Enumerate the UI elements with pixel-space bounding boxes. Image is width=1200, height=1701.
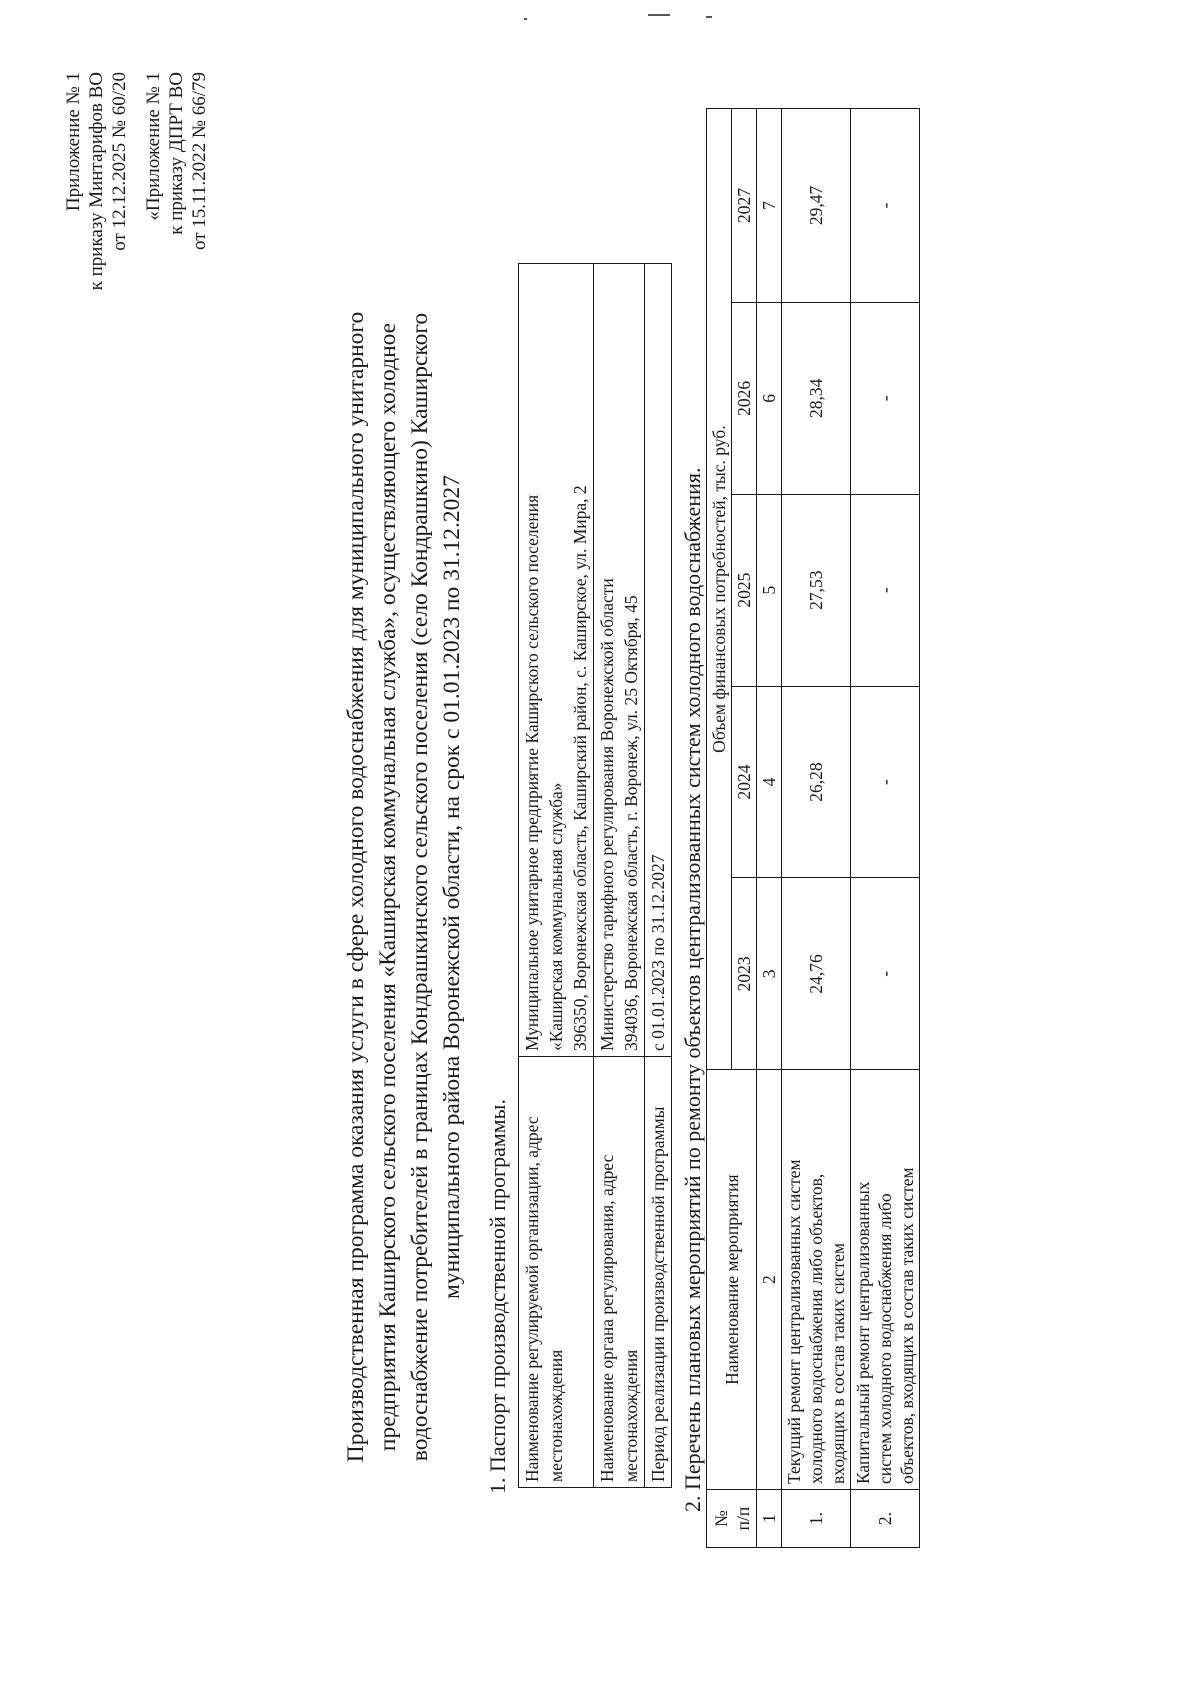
cell-line: Наименование органа регулирования, адрес xyxy=(597,1154,617,1482)
appendix-previous xyxy=(142,72,211,772)
appendix-current-line3: от 12.12.2025 № 60/20 xyxy=(109,72,130,251)
value-cell: 27,53 xyxy=(782,494,851,686)
year-header: 2027 xyxy=(732,109,757,303)
appendix-previous-line3: от 15.11.2022 № 66/79 xyxy=(189,72,210,251)
passport-value-cell xyxy=(519,264,594,1057)
year-header: 2023 xyxy=(732,878,757,1070)
cell-line: 396350, Воронежская область, Каширский район, с. Каширское, ул. Мира, 2 xyxy=(570,485,590,1051)
scan-mark xyxy=(524,18,527,20)
col-finance-header: Объем финансовых потребностей, тыс. руб. xyxy=(707,109,732,1070)
measures-table xyxy=(706,108,920,1548)
year-header: 2024 xyxy=(732,686,757,878)
passport-table xyxy=(518,263,672,1488)
cell-line: местонахождения xyxy=(621,1349,641,1482)
table-row xyxy=(645,264,672,1488)
year-header: 2025 xyxy=(732,494,757,686)
value-cell: 24,76 xyxy=(782,878,851,1070)
cell-line: Текущий ремонт централизованных систем xyxy=(784,1159,804,1485)
cell-line: Министерство тарифного регулирования Воронежской области xyxy=(597,578,617,1051)
row-number: 1. xyxy=(782,1490,851,1548)
table-index-row xyxy=(757,109,782,1548)
value-cell: - xyxy=(851,878,920,1070)
cell-line: 394036, Воронежская область, г. Воронеж, ул. 25 Октября, 45 xyxy=(621,595,641,1051)
passport-label-cell xyxy=(594,1057,645,1488)
passport-label-cell xyxy=(519,1057,594,1488)
year-header: 2026 xyxy=(732,302,757,494)
index-cell: 1 xyxy=(757,1490,782,1548)
cell-line: Период реализации производственной программы xyxy=(648,1106,668,1482)
cell-line: холодного водоснабжения либо объектов, xyxy=(806,1173,826,1485)
cell-line: «Каширская коммунальная служба» xyxy=(546,782,566,1051)
index-cell: 3 xyxy=(757,878,782,1070)
cell-line: с 01.01.2023 по 31.12.2027 xyxy=(648,854,668,1051)
cell-line: Наименование регулируемой организации, адрес xyxy=(522,1116,542,1482)
appendix-previous-line2: к приказу ДПРТ ВО xyxy=(166,72,187,235)
scan-mark xyxy=(706,16,712,18)
table-row xyxy=(851,109,920,1548)
value-cell: 26,28 xyxy=(782,686,851,878)
title-line: водоснабжение потребителей в границах Кондрашкинского сельского поселения (село Кондрашкино) Каширского xyxy=(407,312,433,1462)
index-cell: 2 xyxy=(757,1070,782,1490)
value-cell: - xyxy=(851,494,920,686)
table-row xyxy=(782,109,851,1548)
passport-label-cell xyxy=(645,1057,672,1488)
cell-line: систем холодного водоснабжения либо xyxy=(875,1193,895,1485)
value-cell: 29,47 xyxy=(782,109,851,303)
title-line: предприятия Каширского сельского поселения «Каширская коммунальная служба», осуществляющего холодное xyxy=(375,322,401,1452)
cell-line: Капитальный ремонт централизованных xyxy=(853,1181,873,1485)
value-cell: - xyxy=(851,109,920,303)
scan-mark xyxy=(648,14,670,16)
index-cell: 5 xyxy=(757,494,782,686)
cell-line: местонахождения xyxy=(546,1349,566,1482)
appendix-current xyxy=(62,72,131,772)
measure-name xyxy=(851,1070,920,1490)
index-cell: 7 xyxy=(757,109,782,303)
row-number: 2. xyxy=(851,1490,920,1548)
cell-line: входящих в состав таких систем xyxy=(828,1242,848,1485)
cell-line: объектов, входящих в состав таких систем xyxy=(897,1167,917,1485)
table-row xyxy=(594,264,645,1488)
col-name-header: Наименование мероприятия xyxy=(707,1070,757,1490)
passport-value-cell xyxy=(594,264,645,1057)
title-line: Производственная программа оказания услуги в сфере холодного водоснабжения для муниципального унитарного xyxy=(343,311,369,1463)
value-cell: - xyxy=(851,686,920,878)
col-num-header xyxy=(707,1490,757,1548)
document-title xyxy=(340,202,468,1572)
value-cell: - xyxy=(851,302,920,494)
appendix-previous-line1: «Приложение № 1 xyxy=(143,72,164,221)
document-page xyxy=(60,52,917,1612)
title-line: муниципального района Воронежской области, на срок с 01.01.2023 по 31.12.2027 xyxy=(439,475,465,1299)
appendix-current-line2: к приказу Минтарифов ВО xyxy=(86,72,107,291)
passport-value-cell xyxy=(645,264,672,1057)
value-cell: 28,34 xyxy=(782,302,851,494)
index-cell: 4 xyxy=(757,686,782,878)
cell-line: Муниципальное унитарное предприятие Каширского сельского поселения xyxy=(522,494,542,1051)
index-cell: 6 xyxy=(757,302,782,494)
section1-title: 1. Паспорт производственной программы. xyxy=(485,1099,510,1494)
table-header-row xyxy=(707,109,732,1548)
measure-name xyxy=(782,1070,851,1490)
appendix-current-line1: Приложение № 1 xyxy=(63,72,84,212)
cell-line: № xyxy=(710,1510,731,1527)
cell-line: п/п xyxy=(732,1506,753,1531)
table-row xyxy=(519,264,594,1488)
section2-title: 2. Перечень плановых мероприятий по ремонту объектов централизованных систем холодного водоснабжения. xyxy=(680,467,705,1512)
